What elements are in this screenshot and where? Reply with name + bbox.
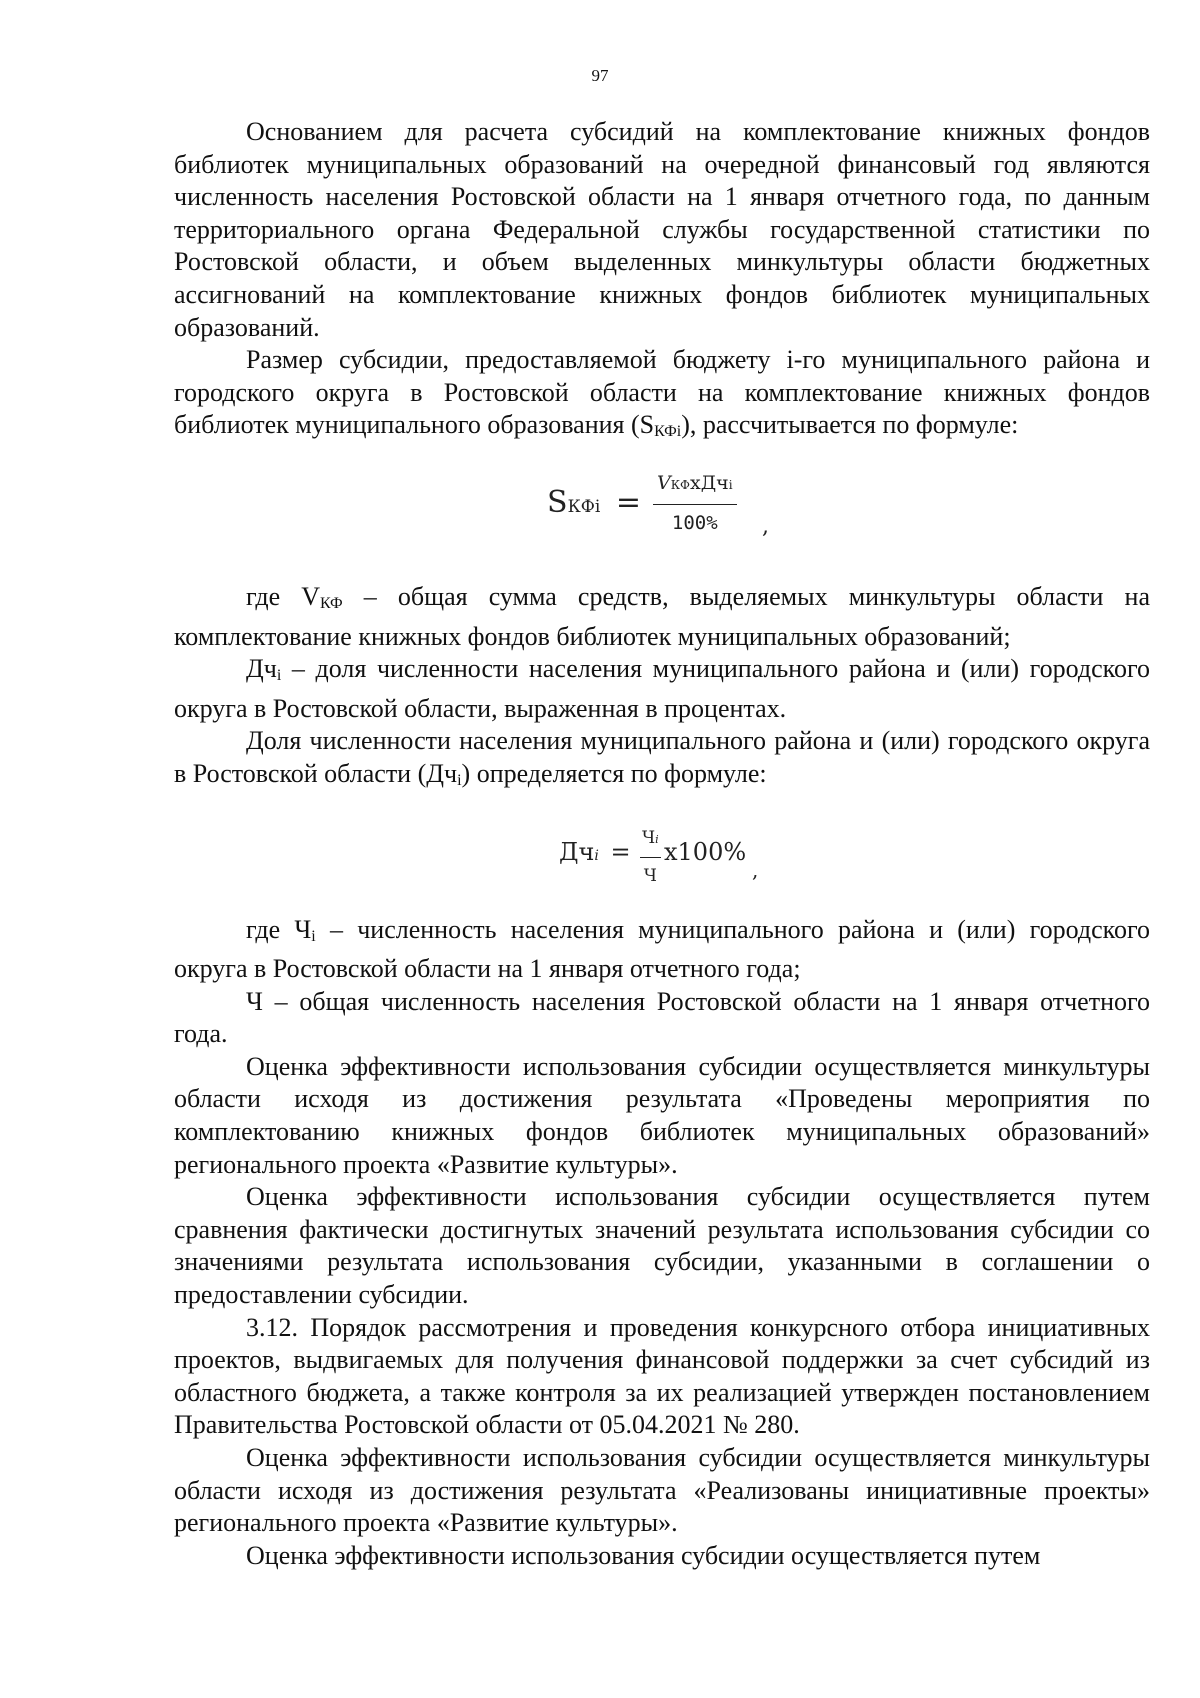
formula-equals: = bbox=[610, 837, 631, 866]
text-run: – численность населения муниципального района и (или) городского округа в Ростовской области на 1 января отчетного года; bbox=[174, 914, 1150, 984]
text-run: где V bbox=[246, 581, 321, 611]
text-run: – доля численности населения муниципального района и (или) городского округа в Ростовской области, выраженная в процентах. bbox=[174, 654, 1150, 723]
text-run: – общая сумма средств, выделяемых минкультуры области на комплектование книжных фондов библиотек муниципальных образований; bbox=[174, 581, 1150, 651]
paragraph-evaluation-2: Оценка эффективности использования субсидии осуществляется путем сравнения фактически достигнутых значений результата использования субсидии со значениями результата использования субсидии, указанными в соглашении о предоставлении субсидии. bbox=[174, 1182, 1150, 1310]
subscript: КФ bbox=[320, 594, 343, 612]
paragraph-evaluation-4: Оценка эффективности использования субсидии осуществляется путем bbox=[246, 1540, 1041, 1570]
formula-lhs bbox=[547, 484, 647, 524]
formula-symbol: V bbox=[657, 471, 671, 494]
formula-denominator: Ч bbox=[643, 866, 657, 887]
formula-comma: , bbox=[752, 857, 759, 882]
subscript: КФi bbox=[654, 423, 682, 441]
paragraph-def-v bbox=[174, 581, 1150, 653]
paragraph-section-3-12: 3.12. Порядок рассмотрения и проведения конкурсного отбора инициативных проектов, выдвигаемых для получения финансовой поддержки за счет субсидий из областного бюджета, а также контроля за их реализацией утвержден постановлением Правительства Ростовской области от 05.04.2021 № 280. bbox=[174, 1312, 1150, 1440]
formula-lhs bbox=[559, 836, 635, 873]
paragraph-def-d bbox=[174, 653, 1150, 725]
paragraph-subsidy-size bbox=[174, 344, 1150, 449]
paragraph-evaluation-1: Оценка эффективности использования субсидии осуществляется минкультуры области исходя из достижения результата «Проведены мероприятия по комплектованию книжных фондов библиотек муниципальных образований» регионального проекта «Развитие культуры». bbox=[174, 1051, 1150, 1179]
formula-subsidy bbox=[174, 449, 1150, 581]
text-run: где Ч bbox=[246, 914, 312, 944]
text-run: Дч bbox=[246, 654, 277, 684]
formula-subscript: КФi bbox=[567, 496, 601, 517]
text-run: Доля численности населения муниципального района и (или) городского округа в Ростовской области (Дч bbox=[174, 726, 1150, 788]
paragraph-evaluation-3: Оценка эффективности использования субсидии осуществляется минкультуры области исходя из достижения результата «Реализованы инициативные проекты» регионального проекта «Развитие культуры». bbox=[174, 1443, 1150, 1538]
formula-subscript: i bbox=[594, 847, 599, 864]
paragraph-basis: Основанием для расчета субсидий на комплектование книжных фондов библиотек муниципальных образований на очередной финансовый год являются численность населения Ростовской области на 1 января отчетного года, по данным территориального органа Федеральной службы государственной статистики по Ростовской области, и объем выделенных минкультуры области бюджетных ассигнований на комплектование книжных фондов библиотек муниципальных образований. bbox=[174, 117, 1150, 342]
paragraph-share bbox=[174, 725, 1150, 797]
formula-numerator bbox=[640, 822, 661, 859]
formula-equals: = bbox=[615, 484, 641, 520]
formula-fraction bbox=[653, 467, 737, 539]
paragraph-def-ci bbox=[174, 914, 1150, 986]
subscript: i bbox=[276, 667, 282, 685]
formula-subscript: КФ bbox=[670, 477, 690, 492]
formula-numerator bbox=[653, 467, 737, 505]
formula-symbol: Ч bbox=[642, 827, 656, 848]
text-run: Размер субсидии, предоставляемой бюджету i-го муниципального района и городского округа в Ростовской области на комплектование книжных фондов библиотек муниципального образования (S bbox=[174, 345, 1150, 440]
formula-symbol: S bbox=[547, 484, 568, 520]
formula-symbol: х bbox=[689, 471, 701, 494]
page-number: 97 bbox=[591, 66, 609, 85]
subscript: i bbox=[457, 771, 462, 789]
subscript: i bbox=[311, 927, 316, 945]
text-run: ) определяется по формуле: bbox=[461, 758, 767, 788]
text-run: ), рассчитывается по формуле: bbox=[681, 410, 1019, 440]
formula-subscript: i bbox=[728, 477, 733, 492]
formula-symbol: Дч bbox=[700, 471, 729, 494]
formula-share bbox=[174, 798, 1150, 914]
formula-symbol: Дч bbox=[559, 837, 595, 866]
formula-subscript: i bbox=[655, 832, 659, 846]
document-body bbox=[174, 116, 1150, 1572]
paragraph-def-c: Ч – общая численность населения Ростовской области на 1 января отчетного года. bbox=[174, 986, 1150, 1049]
formula-multiplier: х100% bbox=[664, 837, 747, 866]
formula-fraction bbox=[640, 822, 661, 893]
formula-denominator: 100% bbox=[671, 511, 718, 534]
formula-comma: , bbox=[762, 513, 769, 539]
